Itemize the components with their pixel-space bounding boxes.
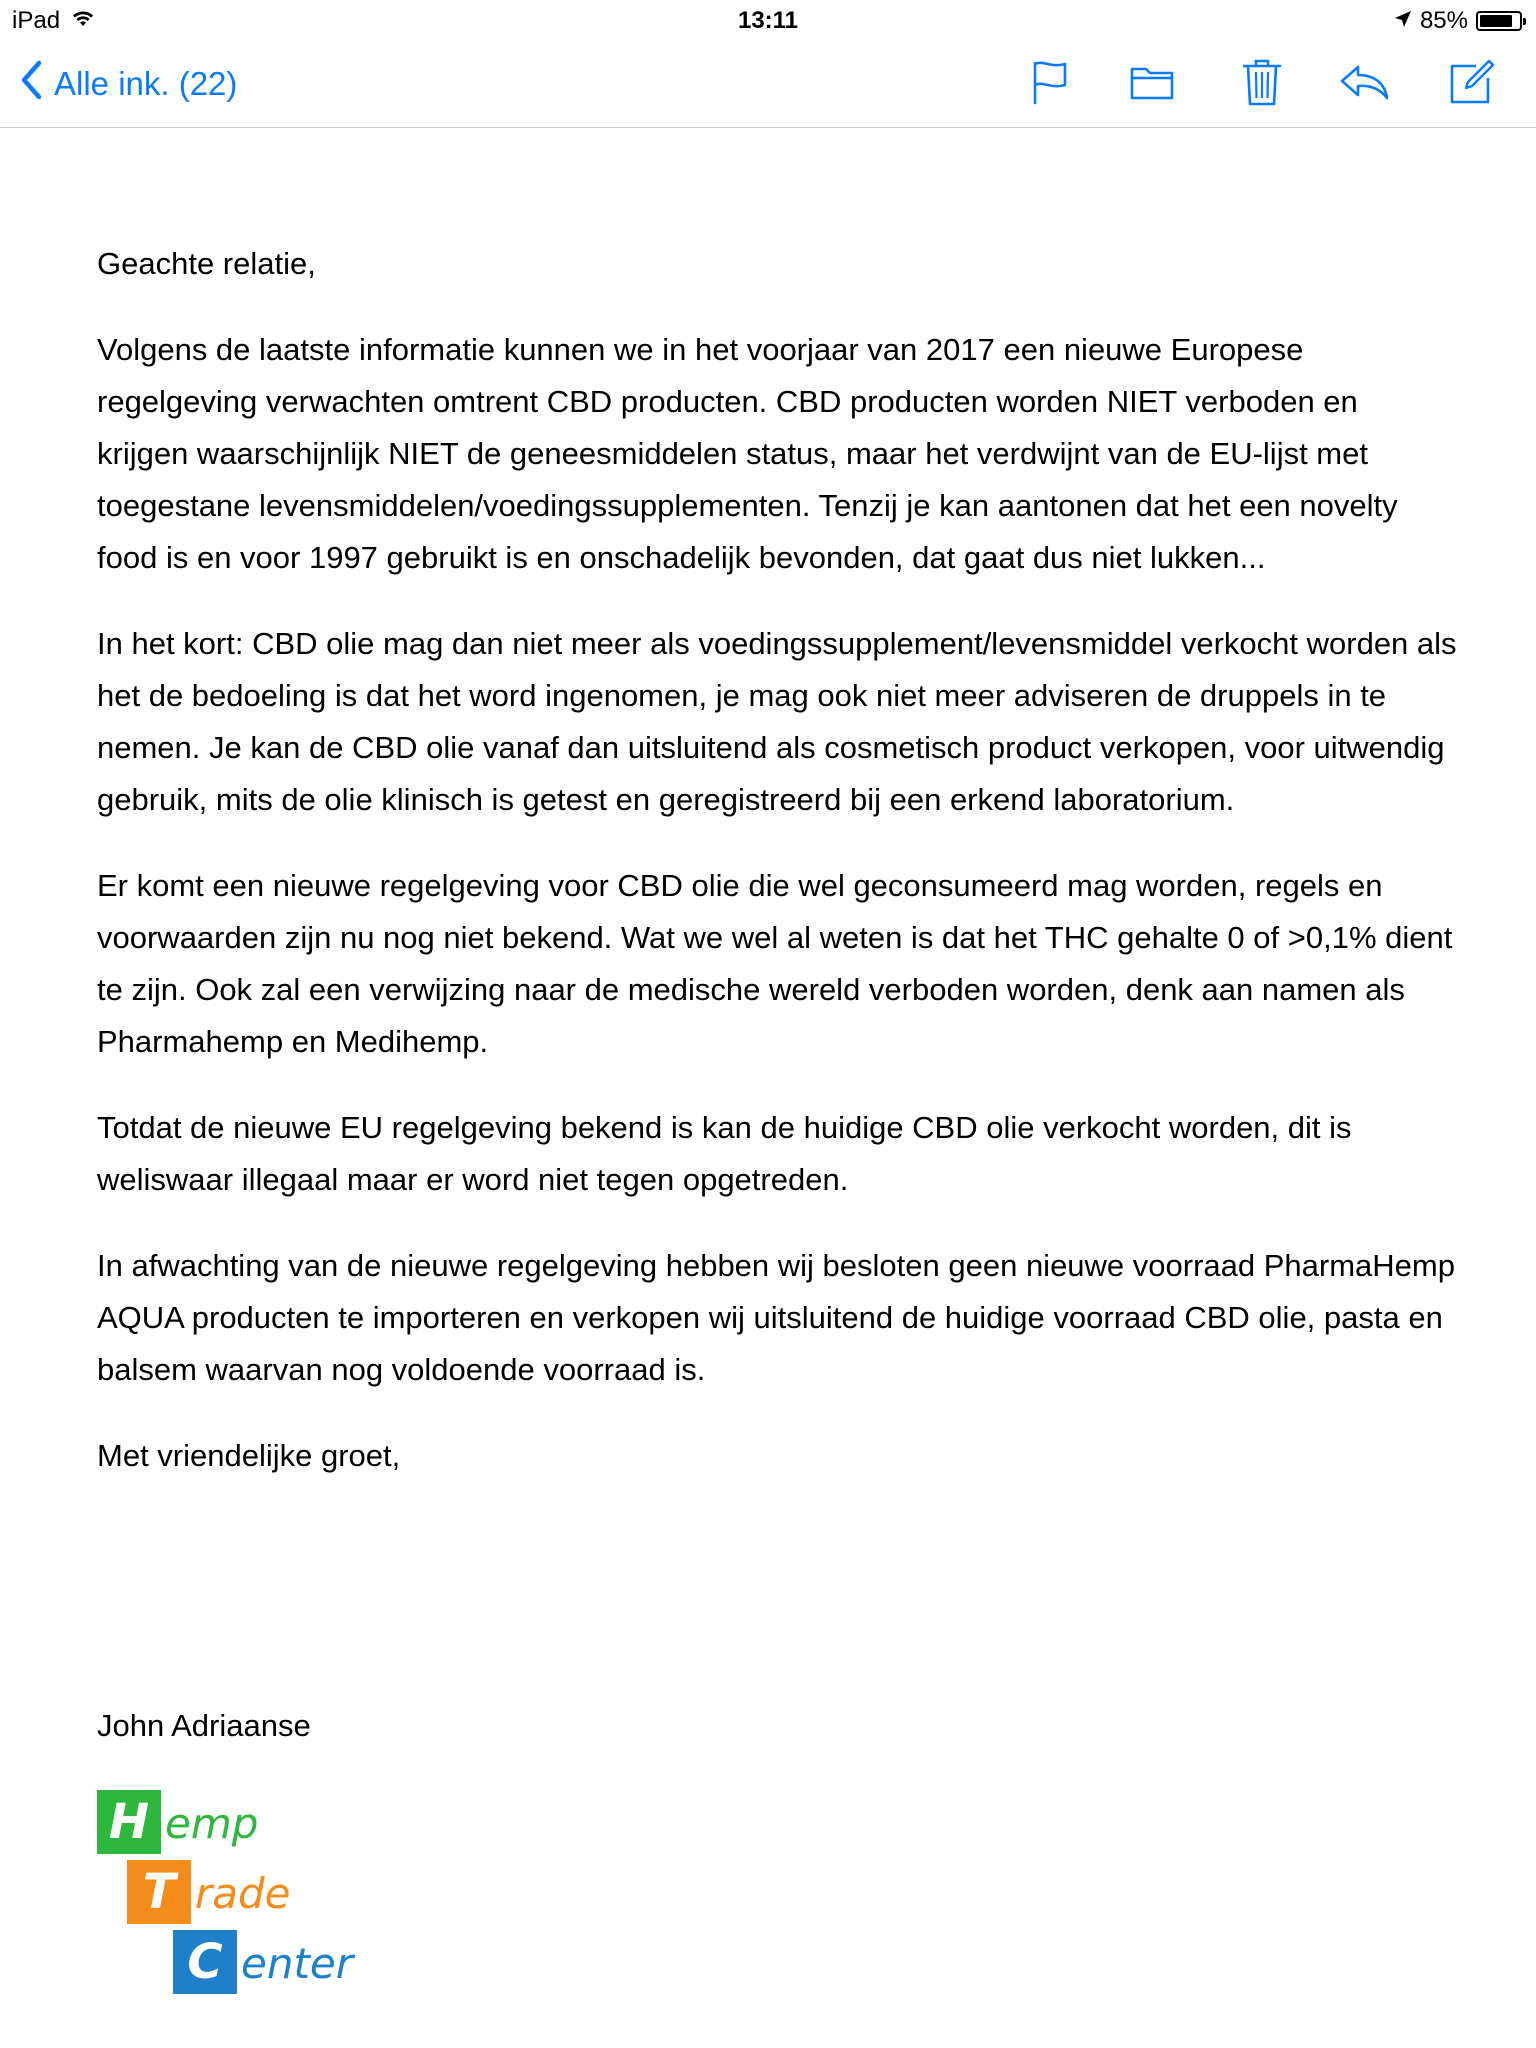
logo-word-rade: rade [195, 1869, 291, 1918]
email-paragraph: Totdat de nieuwe EU regelgeving bekend is kan de huidige CBD olie verkocht worden, dit is weliswaar illegaal maar er word niet tegen opgetreden. [97, 1110, 1352, 1197]
chevron-left-icon [20, 60, 42, 108]
logo-word-enter: enter [241, 1939, 354, 1988]
status-bar [0, 0, 1536, 40]
flag-icon [1030, 59, 1070, 110]
battery-icon [1476, 11, 1522, 31]
logo-word-emp: emp [165, 1799, 259, 1848]
folder-icon [1129, 62, 1175, 107]
battery-percent: 85% [1419, 7, 1468, 34]
compose-button[interactable] [1444, 56, 1500, 112]
email-greeting: Geachte relatie, [97, 246, 316, 281]
device-name: iPad [12, 7, 61, 34]
signature-name: John Adriaanse [97, 1708, 311, 1743]
email-body [97, 238, 1457, 1516]
trash-icon [1241, 57, 1283, 112]
email-paragraph: In het kort: CBD olie mag dan niet meer als voedingssupplement/levensmiddel verkocht worden als het de bedoeling is dat het word ingenomen, je mag ook niet meer adviseren de druppels in te nemen. Je kan de CBD olie vanaf dan uitsluitend als cosmetisch product verkopen, voor uitwendig gebruik, mits de olie klinisch is getest en geregistreerd bij een erkend laboratorium. [97, 626, 1457, 817]
move-to-folder-button[interactable] [1124, 56, 1180, 112]
location-arrow-icon [1394, 7, 1412, 35]
compose-icon [1448, 58, 1496, 111]
status-right [1394, 7, 1522, 35]
status-time: 13:11 [737, 7, 799, 34]
flag-button[interactable] [1022, 56, 1078, 112]
back-button-label: Alle ink. (22) [54, 65, 238, 102]
logo-row-center [173, 1930, 353, 1994]
logo-letter-t: T [127, 1860, 191, 1924]
delete-button[interactable] [1234, 56, 1290, 112]
reply-icon [1338, 62, 1390, 107]
logo-letter-c: C [173, 1930, 237, 1994]
mail-toolbar [0, 40, 1536, 128]
hemp-trade-center-logo [97, 1790, 397, 2020]
email-closing: Met vriendelijke groet, [97, 1438, 401, 1473]
reply-button[interactable] [1336, 56, 1392, 112]
logo-letter-h: H [97, 1790, 161, 1854]
email-paragraph: Volgens de laatste informatie kunnen we in het voorjaar van 2017 een nieuwe Europese regelgeving verwachten omtrent CBD producten. CBD producten worden NIET verboden en krijgen waarschijnlijk NIET de geneesmiddelen status, maar het verdwijnt van de EU-lijst met toegestane levensmiddelen/voedingssupplementen. Tenzij je kan aantonen dat het een novelty food is en voor 1997 gebruikt is en onschadelijk bevonden, dat gaat dus niet lukken... [97, 332, 1398, 575]
email-paragraph: Er komt een nieuwe regelgeving voor CBD olie die wel geconsumeerd mag worden, regels en voorwaarden zijn nu nog niet bekend. Wat we wel al weten is dat het THC gehalte 0 of >0,1% dient te zijn. Ook zal een verwijzing naar de medische wereld verboden worden, denk aan namen als Pharmahemp en Medihemp. [97, 868, 1453, 1059]
logo-row-trade [127, 1860, 291, 1924]
email-paragraph: In afwachting van de nieuwe regelgeving hebben wij besloten geen nieuwe voorraad PharmaHemp AQUA producten te importeren en verkopen wij uitsluitend de huidige voorraad CBD olie, pasta en balsem waarvan nog voldoende voorraad is. [97, 1248, 1455, 1387]
logo-row-hemp [97, 1790, 258, 1854]
back-to-inbox-button[interactable] [20, 60, 237, 108]
battery-fill [1480, 15, 1512, 27]
